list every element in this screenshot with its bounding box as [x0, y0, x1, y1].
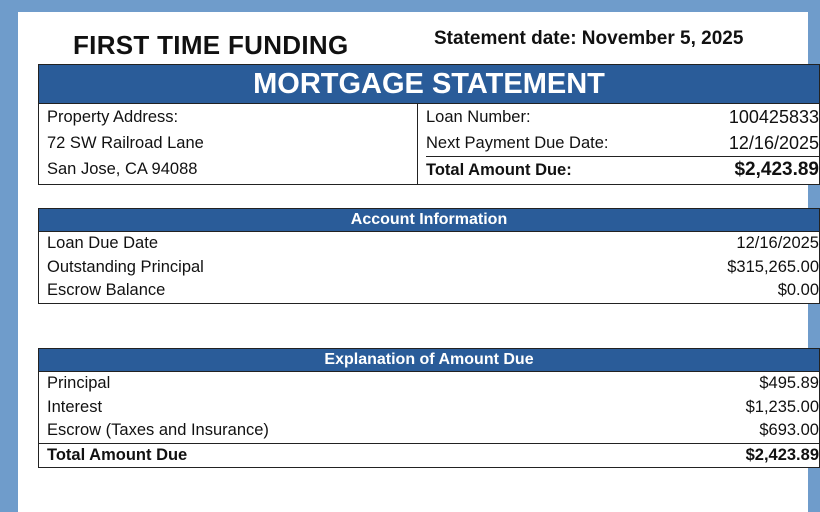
row-value: $0.00: [777, 281, 819, 299]
statement-page: [18, 12, 819, 512]
company-name: FIRST TIME FUNDING: [73, 30, 349, 60]
explanation-box: [38, 348, 820, 468]
table-row: [39, 396, 819, 420]
table-row: [39, 279, 819, 303]
row-value: $693.00: [759, 421, 819, 439]
statement-date: Statement date: November 5, 2025: [434, 28, 744, 49]
loan-number-value: 100425833: [728, 107, 819, 127]
total-due-row: [426, 156, 819, 183]
table-row: [39, 419, 819, 443]
row-label: Outstanding Principal: [47, 257, 204, 276]
total-value: $2,423.89: [745, 445, 819, 464]
address-line-1: 72 SW Railroad Lane: [47, 134, 204, 152]
table-row: [39, 232, 819, 256]
row-value: 12/16/2025: [736, 234, 819, 252]
statement-title: MORTGAGE STATEMENT: [39, 65, 819, 104]
statement-header-grid: [39, 104, 819, 184]
row-value: $315,265.00: [727, 257, 819, 276]
property-address-label: Property Address:: [47, 108, 179, 126]
row-value: $495.89: [759, 374, 819, 392]
loan-summary-panel: [418, 104, 819, 184]
total-due-label: Total Amount Due:: [426, 161, 572, 179]
explanation-title: Explanation of Amount Due: [39, 349, 819, 372]
total-due-value: $2,423.89: [734, 159, 819, 180]
loan-number-label: Loan Number:: [426, 108, 531, 126]
next-due-row: [426, 130, 819, 156]
next-due-value: 12/16/2025: [728, 133, 819, 153]
table-row: [39, 256, 819, 280]
account-information-box: [38, 208, 820, 304]
row-label: Escrow (Taxes and Insurance): [47, 421, 269, 439]
loan-number-row: [426, 104, 819, 130]
total-row: [39, 443, 819, 468]
row-label: Escrow Balance: [47, 281, 166, 299]
row-value: $1,235.00: [745, 397, 819, 416]
row-label: Loan Due Date: [47, 234, 158, 252]
account-information-title: Account Information: [39, 209, 819, 232]
table-row: [39, 372, 819, 396]
total-label: Total Amount Due: [47, 445, 188, 464]
row-label: Principal: [47, 374, 111, 392]
mortgage-statement-box: [38, 64, 820, 185]
address-line-2: San Jose, CA 94088: [47, 160, 198, 178]
property-address-panel: [39, 104, 418, 184]
row-label: Interest: [47, 397, 103, 416]
next-due-label: Next Payment Due Date:: [426, 134, 609, 152]
